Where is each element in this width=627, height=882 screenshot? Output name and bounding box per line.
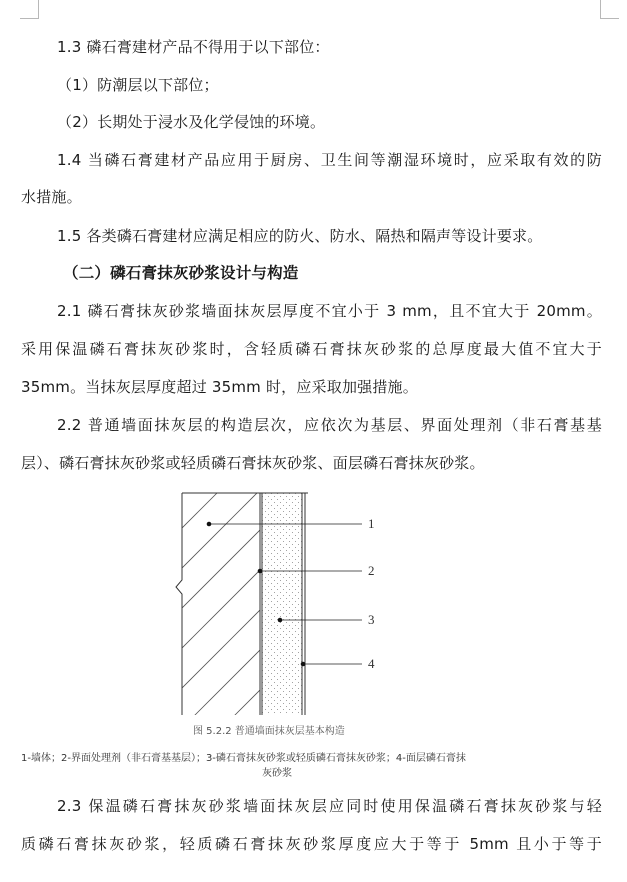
- paragraph-2-3-line-1: 2.3 保温磷石膏抹灰砂浆墙面抹灰层应同时使用保温磷石膏抹灰砂浆与轻: [57, 797, 602, 815]
- paragraph-1-5: 1.5 各类磷石膏建材应满足相应的防火、防水、隔热和隔声等设计要求。: [57, 227, 543, 245]
- paragraph-2-2-line-1: 2.2 普通墙面抹灰层的构造层次，应依次为基层、界面处理剂（非石膏基基: [57, 416, 602, 434]
- list-item-1: （1）防潮层以下部位；: [57, 76, 219, 94]
- paragraph-1-4-line-2: 水措施。: [21, 188, 82, 206]
- paragraph-2-2-line-2: 层）、磷石膏抹灰砂浆或轻质磷石膏抹灰砂浆、面层磷石膏抹灰砂浆。: [21, 454, 485, 472]
- paragraph-1-3: 1.3 磷石膏建材产品不得用于以下部位：: [57, 38, 330, 56]
- figure-label-2: 2: [368, 563, 375, 578]
- paragraph-2-1-line-3: 35mm。当抹灰层厚度超过 35mm 时，应采取加强措施。: [21, 378, 418, 396]
- paragraph-2-1-line-2: 采用保温磷石膏抹灰砂浆时，含轻质磷石膏抹灰砂浆的总厚度最大值不宜大于: [21, 340, 602, 358]
- figure-legend-line-2: 灰砂浆: [262, 768, 292, 779]
- mortar-layer: [262, 493, 302, 715]
- figure-title: 图 5.2.2 普通墙面抹灰层基本构造: [193, 726, 345, 737]
- paragraph-1-4-line-1: 1.4 当磷石膏建材产品应用于厨房、卫生间等潮湿环境时，应采取有效的防: [57, 151, 602, 169]
- section-heading: （二）磷石膏抹灰砂浆设计与构造: [63, 264, 299, 282]
- figure-label-1: 1: [368, 516, 375, 531]
- figure-label-3: 3: [368, 612, 375, 627]
- paragraph-2-1-line-1: 2.1 磷石膏抹灰砂浆墙面抹灰层厚度不宜小于 3 mm，且不宜大于 20mm。: [57, 302, 602, 320]
- wall-outline-break: [176, 493, 182, 715]
- figure-label-4: 4: [368, 656, 375, 671]
- paragraph-2-3-line-2: 质磷石膏抹灰砂浆，轻质磷石膏抹灰砂浆厚度应大于等于 5mm 且小于等于: [21, 835, 602, 853]
- list-item-2: （2）长期处于浸水及化学侵蚀的环境。: [57, 113, 326, 131]
- figure-legend-line-1: 1-墙体；2-界面处理剂（非石膏基基层）；3-磷石膏抹灰砂浆或轻质磷石膏抹灰砂浆；4-面层磷石膏抹: [21, 753, 466, 764]
